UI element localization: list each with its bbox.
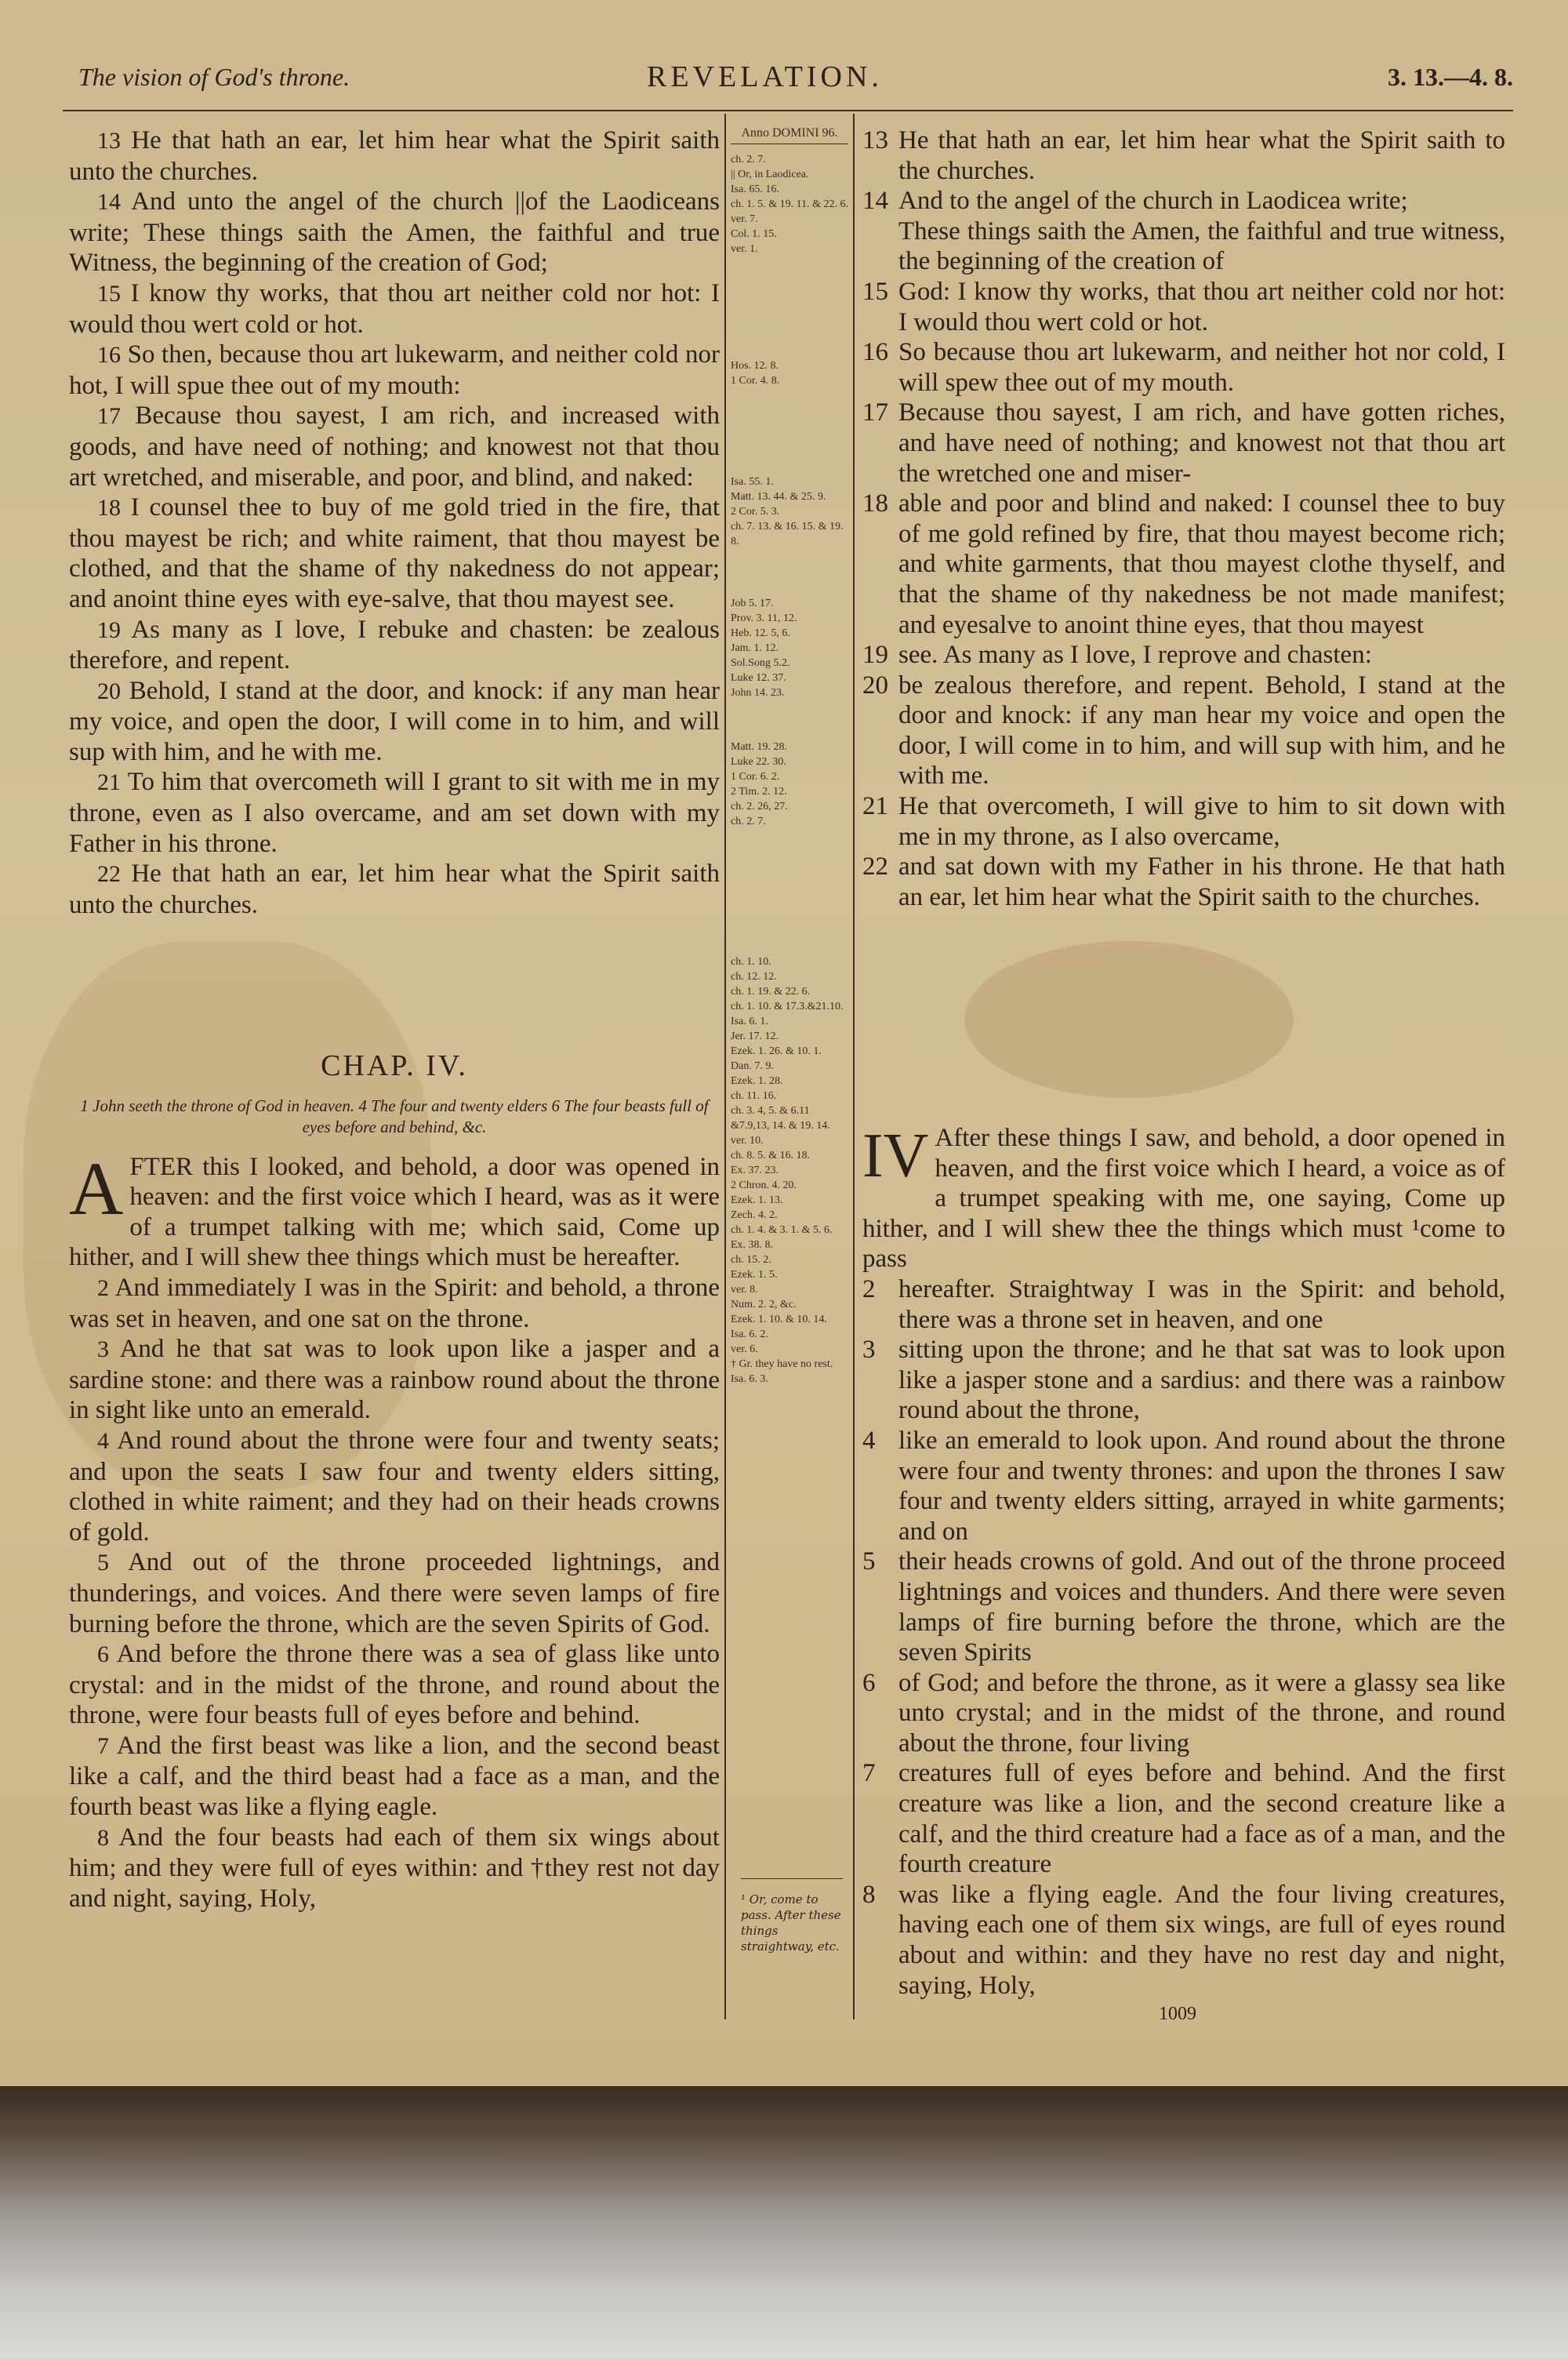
verse <box>862 1547 1505 1667</box>
reference-block: Isa. 55. 1. Matt. 13. 44. & 25. 9. 2 Cor. 5. 3. ch. 7. 13. & 16. 15. & 19. 8. <box>731 476 844 547</box>
verse-number: 3 <box>862 1336 876 1365</box>
verse <box>69 1731 720 1823</box>
drop-cap: IV <box>862 1121 929 1190</box>
reference-block: ch. 1. 10. ch. 12. 12. ch. 1. 19. & 22. 6. ch. 1. 10. & 17.3.&21.10. Isa. 6. 1. Jer. 17. 12. Ezek. 1. 26. & 10. 1. Dan. 7. 9. Ezek. 1. 28. ch. 11. 16. ch. 3. 4, 5. & 6.11 &7.9,13, 14. & 19. 14. ver. 10. ch. 8. 5. & 16. 18. Ex. 37. 23. 2 Chron. 4. 20. Ezek. 1. 13. Zech. 4. 2. ch. 1. 4. & 3. 1. & 5. 6. Ex. 38. 8. ch. 15. 2. Ezek. 1. 5. ver. 8. Num. 2. 2, &c. Ezek. 1. 10. & 10. 14. Isa. 6. 2. ver. 6. † Gr. they have no rest. Isa. 6. 3. <box>731 956 844 1385</box>
verse <box>862 216 1505 277</box>
water-stain <box>964 941 1294 1098</box>
verse <box>69 340 720 401</box>
verse-text: be zealous therefore, and repent. Behold, I stand at the door and knock: if any man hear my voice and open the door, I will come in to him, and will sup with him, and he with me. <box>898 671 1505 791</box>
verse-1 <box>69 1146 720 1273</box>
verse-number: 19 <box>97 616 121 643</box>
verse-text: was like a flying eagle. And the four living creatures, having each one of them six wings, are full of eyes round about and within: and they have no rest day and night, saying, Holy, <box>898 1880 1505 2000</box>
verse-text: He that hath an ear, let him hear what the Spirit saith unto the churches. <box>69 126 720 186</box>
verse <box>862 1880 1505 2001</box>
verse-text: Behold, I stand at the door, and knock: if any man hear my voice, and open the door, I will come in to him, and will sup with him, and he with me. <box>69 676 720 766</box>
header-rule <box>63 110 1513 111</box>
verse-text: sitting upon the throne; and he that sat was to look upon like a jasper stone and a sardius: and there was a rainbow round about the throne, <box>898 1336 1505 1425</box>
reference-block: Hos. 12. 8. 1 Cor. 4. 8. <box>731 360 780 387</box>
verse <box>862 1335 1505 1426</box>
verse-text: And out of the throne proceeded lightnings, and thunderings, and voices. And there were seven lamps of fire burning before the throne, which are the seven Spirits of God. <box>69 1548 720 1638</box>
kjv-column <box>69 125 720 920</box>
verse-text: And unto the angel of the church ||of the Laodiceans write; These things saith the Amen, the faithful and true Witness, the beginning of the creation of God; <box>69 187 720 278</box>
verse-text: able and poor and blind and naked: I counsel thee to buy of me gold refined by fire, that thou mayest become rich; and white garments, that thou mayest clothe thyself, and that the shame of thy nakedness be not made manifest; and eyesalve to anoint thine eyes, that thou mayest <box>898 489 1505 639</box>
verse-number: 22 <box>862 852 888 881</box>
verse-number <box>862 216 898 277</box>
verse-number: 4 <box>97 1427 109 1454</box>
verse <box>862 1758 1505 1879</box>
verse <box>69 1547 720 1639</box>
verse-text: and sat down with my Father in his throne. He that hath an ear, let him hear what the Spirit saith to the churches. <box>898 852 1505 911</box>
verse-number: 14 <box>97 189 121 216</box>
verse-number: 20 <box>862 671 888 700</box>
verse-number: 18 <box>97 495 121 522</box>
chapter-verses <box>69 1273 720 1914</box>
verse-text: So then, because thou art lukewarm, and neither cold nor hot, I will spue thee out of my mouth: <box>69 340 720 400</box>
verse-text: of God; and before the throne, as it were a glassy sea like unto crystal; and in the midst of the throne, and round about the throne, four living <box>898 1668 1505 1757</box>
running-header <box>59 60 1513 102</box>
verse-number: 3 <box>97 1336 109 1363</box>
margin-footnote: ¹ Or, come to pass. After these things straightway, etc. <box>741 1878 843 1954</box>
verse-text: And he that sat was to look upon like a jasper and a sardine stone: and there was a rainbow round about the throne in sight like unto an emerald. <box>69 1335 720 1425</box>
verse-number: 7 <box>97 1732 109 1759</box>
column-divider <box>853 114 855 2019</box>
verse-number: 8 <box>97 1824 109 1851</box>
verse-number: 2 <box>862 1274 876 1303</box>
verse-text: I know thy works, that thou art neither cold nor hot: I would thou wert cold or hot. <box>69 278 720 339</box>
rv-column <box>862 125 1505 912</box>
verse <box>862 852 1505 912</box>
verse-number: 5 <box>97 1550 109 1576</box>
verse-1 <box>862 1123 1505 1274</box>
verse <box>862 1668 1505 1759</box>
kjv-chapter-iv <box>69 1029 720 1914</box>
verse-text: Because thou sayest, I am rich, and have gotten riches, and have need of nothing; and knowest not that thou art the wretched one and miser- <box>898 398 1505 488</box>
verse <box>69 493 720 614</box>
verse-text: like an emerald to look upon. And round about the throne were four and twenty thrones: and upon the thrones I saw four and twenty elders sitting, arrayed in white garments; and on <box>898 1426 1505 1546</box>
reference-block: Job 5. 17. Prov. 3. 11, 12. Heb. 12. 5, 6. Jam. 1. 12. Sol.Song 5.2. Luke 12. 37. John 14. 23. <box>731 598 797 699</box>
verse-number: 5 <box>862 1547 876 1576</box>
verse <box>862 640 1505 671</box>
verse <box>69 278 720 340</box>
verse-number: 13 <box>97 128 121 154</box>
verse-number: 15 <box>862 277 888 306</box>
verse <box>862 671 1505 791</box>
verse-number: 14 <box>862 187 888 216</box>
verse-text: God: I know thy works, that thou art neither cold nor hot: I would thou wert cold or hot. <box>898 277 1505 336</box>
verse-text: creatures full of eyes before and behind. And the first creature was like a lion, and the second creature like a calf, and the third creature had a face as of a man, and the fourth creature <box>898 1759 1505 1879</box>
verse-text: And to the angel of the church in Laodicea write; <box>898 187 1408 216</box>
verse-number: 18 <box>862 489 888 518</box>
verse <box>69 125 720 187</box>
verse-text: And before the throne there was a sea of glass like unto crystal: and in the midst of the throne, and round about the throne, were four beasts full of eyes before and behind. <box>69 1640 720 1730</box>
verse-text: And the first beast was like a lion, and the second beast like a calf, and the third beast had a face as a man, and the fourth beast was like a flying eagle. <box>69 1731 720 1822</box>
verse-text: These things saith the Amen, the faithful and true witness, the beginning of the creation of <box>898 216 1505 276</box>
verse <box>862 125 1505 186</box>
verse <box>862 186 1505 216</box>
verse-text: hereafter. Straightway I was in the Spirit: and behold, there was a throne set in heaven, and one <box>898 1274 1505 1334</box>
verse-number: 21 <box>97 769 121 796</box>
verse-number: 20 <box>97 678 121 704</box>
verse <box>862 489 1505 640</box>
verse <box>69 1334 720 1426</box>
chapter-heading: CHAP. IV. <box>321 1049 468 1082</box>
verse <box>862 398 1505 489</box>
verse-number: 19 <box>862 641 888 670</box>
verse-number: 15 <box>97 280 121 307</box>
verse <box>862 1426 1505 1547</box>
header-reference: 3. 13.—4. 8. <box>1388 63 1513 91</box>
verse-text: their heads crowns of gold. And out of the throne proceed lightnings and voices and thunders. And there were seven lamps of fire burning before the throne, which are the seven Spirits <box>898 1547 1505 1667</box>
margin-references <box>731 125 848 1387</box>
verse <box>862 337 1505 398</box>
page-number: 1009 <box>1159 2004 1196 2024</box>
header-left: The vision of God's throne. <box>78 63 350 91</box>
verse <box>862 791 1505 852</box>
verse-text: As many as I love, I rebuke and chasten: be zealous therefore, and repent. <box>69 615 720 675</box>
verse-number: 4 <box>862 1426 876 1455</box>
verse-text: To him that overcometh will I grant to sit with me in my throne, even as I also overcame, and am set down with my Father in his throne. <box>69 768 720 858</box>
verse <box>69 401 720 493</box>
anno-domini: Anno DOMINI 96. <box>731 125 848 144</box>
verse-text: So because thou art lukewarm, and neither hot nor cold, I will spew thee out of my mouth. <box>898 338 1505 397</box>
column-divider <box>724 114 726 2019</box>
reference-block: Matt. 19. 28. Luke 22. 30. 1 Cor. 6. 2. 2 Tim. 2. 12. ch. 2. 26, 27. ch. 2. 7. <box>731 741 788 827</box>
verse <box>69 187 720 278</box>
verse-text: Because thou sayest, I am rich, and increased with goods, and have need of nothing; and knowest not that thou art wretched, and miserable, and poor, and blind, and naked: <box>69 402 720 492</box>
drop-cap: A <box>69 1146 124 1230</box>
book-edge <box>0 2086 1568 2359</box>
verse <box>862 1274 1505 1335</box>
verse <box>69 1639 720 1731</box>
rv-chapter-iv <box>862 1123 1505 2001</box>
verse-number: 2 <box>97 1274 109 1301</box>
verse <box>69 676 720 768</box>
verse-text: And round about the throne were four and twenty seats; and upon the seats I saw four and twenty elders sitting, clothed in white raiment; and they had on their heads crowns of gold. <box>69 1426 720 1547</box>
verse-text: I counsel thee to buy of me gold tried in the fire, that thou mayest be rich; and white raiment, that thou mayest be clothed, and that the shame of thy nakedness do not appear; and anoint thine eyes with eye-salve, that thou mayest see. <box>69 493 720 613</box>
verse <box>69 767 720 859</box>
verse <box>69 1273 720 1334</box>
verse <box>69 1823 720 1914</box>
verse-number: 16 <box>97 342 121 369</box>
verse-text: see. As many as I love, I reprove and chasten: <box>898 641 1372 670</box>
reference-block: ch. 2. 7. || Or, in Laodicea. Isa. 65. 16. ch. 1. 5. & 19. 11. & 22. 6. ver. 7. Col. 1. 15. ver. 1. <box>731 154 848 255</box>
verse-number: 7 <box>862 1759 876 1788</box>
verse-number: 6 <box>862 1668 876 1697</box>
verse-number: 13 <box>862 126 888 154</box>
verse-text: And immediately I was in the Spirit: and behold, a throne was set in heaven, and one sat on the throne. <box>69 1273 720 1333</box>
verse <box>69 1426 720 1547</box>
verse-number: 17 <box>97 403 121 430</box>
verse <box>69 615 720 676</box>
header-title: REVELATION. <box>647 60 883 93</box>
verse-text: FTER this I looked, and behold, a door was opened in heaven: and the first voice which I heard, was as it were of a trumpet talking with me; which said, Come up hither, and I will shew thee things which must be hereafter. <box>69 1152 720 1272</box>
verse-text: He that hath an ear, let him hear what the Spirit saith unto the churches. <box>69 860 720 919</box>
verse <box>862 277 1505 337</box>
verse-text: He that overcometh, I will give to him to sit down with me in my throne, as I also overcame, <box>898 792 1505 851</box>
verse-number: 8 <box>862 1880 876 1909</box>
verse-number: 21 <box>862 792 888 821</box>
verse-number: 22 <box>97 861 121 888</box>
verse-text: He that hath an ear, let him hear what the Spirit saith to the churches. <box>898 126 1505 185</box>
chapter-verses <box>862 1274 1505 2001</box>
chapter-summary: 1 John seeth the throne of God in heaven. 4 The four and twenty elders 6 The four beasts full of eyes before and behind, &c. <box>80 1096 709 1136</box>
verse-text: After these things I saw, and behold, a door opened in heaven, and the first voice which I heard, a voice as of a trumpet speaking with me, one saying, Come up hither, and I will shew thee the things which must ¹come to pass <box>862 1124 1505 1274</box>
verse <box>69 859 720 920</box>
verse-text: And the four beasts had each of them six wings about him; and they were full of eyes within: and †they rest not day and night, saying, Holy, <box>69 1823 720 1913</box>
verse-number: 6 <box>97 1641 109 1668</box>
verse-number: 16 <box>862 338 888 367</box>
verse-number: 17 <box>862 398 888 427</box>
